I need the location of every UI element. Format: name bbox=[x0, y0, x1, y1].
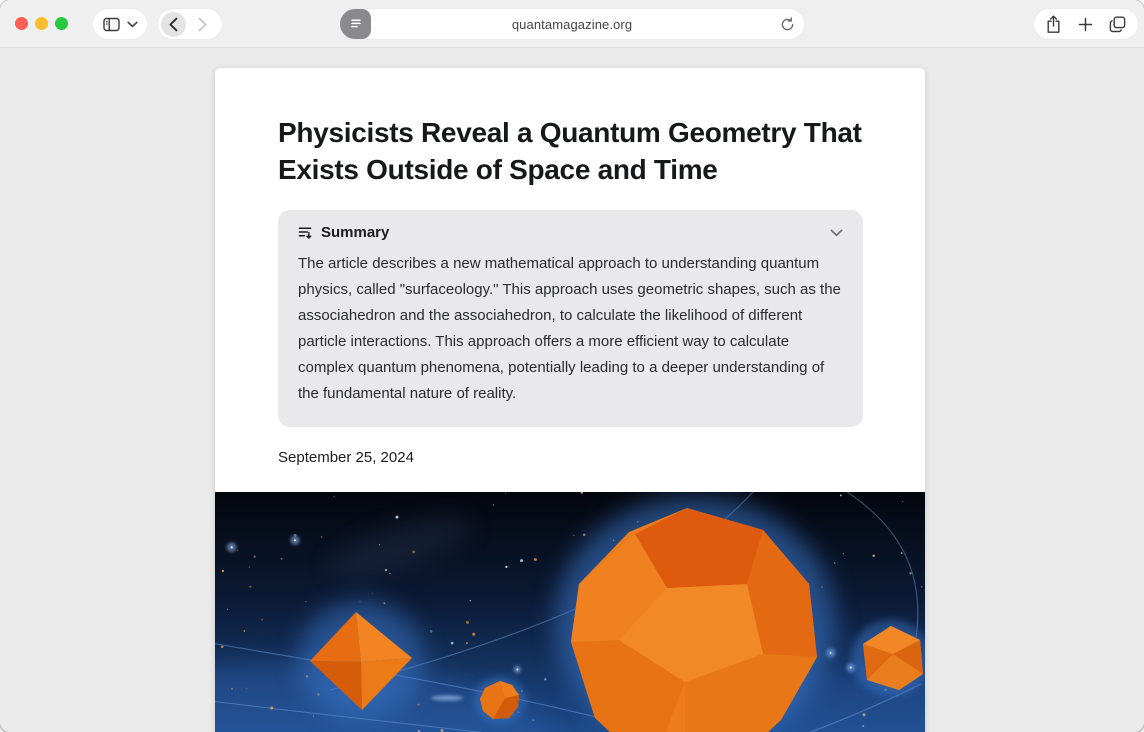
browser-toolbar bbox=[0, 0, 1144, 48]
hero-illustration bbox=[215, 492, 925, 732]
back-icon bbox=[168, 17, 179, 32]
tab-overview-button[interactable] bbox=[1109, 16, 1126, 33]
navigation-controls bbox=[158, 9, 222, 39]
sidebar-chevron-down-icon[interactable] bbox=[127, 21, 138, 28]
address-url[interactable]: quantamagazine.org bbox=[511, 16, 633, 32]
reload-icon bbox=[780, 17, 795, 32]
summary-card bbox=[278, 210, 863, 427]
new-tab-icon bbox=[1078, 17, 1093, 32]
hero-image bbox=[215, 492, 925, 732]
address-bar[interactable] bbox=[340, 9, 804, 39]
minimize-window-button[interactable] bbox=[35, 17, 48, 30]
new-tab-button[interactable] bbox=[1078, 17, 1093, 32]
traffic-lights bbox=[15, 17, 68, 30]
tab-overview-icon bbox=[1109, 16, 1126, 33]
summarize-icon bbox=[298, 226, 313, 240]
browser-viewport bbox=[0, 48, 1144, 732]
summary-header bbox=[298, 224, 843, 241]
article-date: September 25, 2024 bbox=[278, 449, 414, 466]
summary-heading: Summary bbox=[321, 224, 390, 241]
back-button[interactable] bbox=[161, 12, 186, 37]
zoom-window-button[interactable] bbox=[55, 17, 68, 30]
forward-button[interactable] bbox=[190, 12, 215, 37]
summary-collapse-button[interactable] bbox=[830, 229, 843, 237]
reader-button[interactable] bbox=[340, 9, 371, 39]
reader-icon bbox=[350, 17, 362, 31]
toolbar-actions bbox=[1034, 9, 1138, 39]
share-icon bbox=[1046, 15, 1061, 34]
reload-button[interactable] bbox=[779, 16, 795, 32]
share-button[interactable] bbox=[1046, 15, 1061, 34]
article-title: Physicists Reveal a Quantum Geometry That Exists Outside of Space and Time bbox=[278, 117, 862, 185]
forward-icon bbox=[197, 17, 208, 32]
sidebar-icon[interactable] bbox=[103, 17, 120, 32]
reader-page bbox=[215, 68, 925, 732]
chevron-down-icon bbox=[830, 229, 843, 237]
close-window-button[interactable] bbox=[15, 17, 28, 30]
sidebar-controls bbox=[93, 9, 147, 39]
summary-text: The article describes a new mathematical approach to understanding quantum physics, called "surfaceology." This approach uses geometric shapes, such as the associahedron and the associahedron, to calculate the likelihood of different particle interactions. This approach offers a more efficient way to calculate complex quantum phenomena, potentially leading to a deeper understanding of the fundamental nature of reality. bbox=[298, 255, 841, 402]
